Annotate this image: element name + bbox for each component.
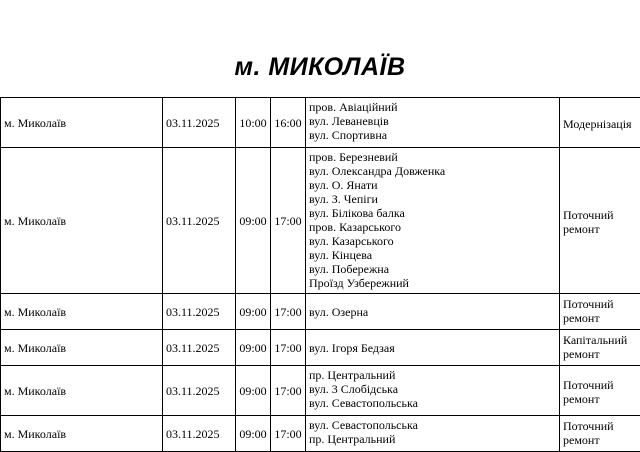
end-time-cell: 16:00	[271, 98, 306, 148]
street-name: пр. Центральний	[309, 368, 396, 382]
date-cell: 03.11.2025	[163, 148, 236, 294]
table-row	[1, 98, 640, 148]
work-type-cell: Поточний ремонт	[560, 416, 640, 452]
street-name: Проїзд Узбережний	[309, 276, 409, 290]
street-name: вул. Білікова балка	[309, 206, 405, 220]
end-time-cell: 17:00	[271, 330, 306, 366]
table-row	[1, 416, 640, 452]
work-type-cell: Поточний ремонт	[560, 148, 640, 294]
table-row	[1, 330, 640, 366]
street-name: вул. О. Янати	[309, 178, 378, 192]
start-time-cell: 10:00	[236, 98, 271, 148]
work-type-cell: Поточний ремонт	[560, 366, 640, 416]
street-name: вул. Севастопольська	[309, 418, 418, 432]
street-name: пров. Березневий	[309, 150, 398, 164]
page-title: м. МИКОЛАЇВ	[234, 53, 406, 81]
street-name: вул. Леваневців	[309, 114, 389, 128]
street-name: пров. Казарського	[309, 220, 401, 234]
end-time-cell: 17:00	[271, 416, 306, 452]
table-row	[1, 294, 640, 330]
street-name: вул. Ігоря Бедзая	[309, 340, 395, 355]
outage-schedule-table	[0, 97, 640, 452]
streets-cell	[306, 148, 560, 294]
work-type-cell: Капітальний ремонт	[560, 330, 640, 366]
date-cell: 03.11.2025	[163, 330, 236, 366]
date-cell: 03.11.2025	[163, 416, 236, 452]
end-time-cell: 17:00	[271, 148, 306, 294]
start-time-cell: 09:00	[236, 148, 271, 294]
end-time-cell: 17:00	[271, 294, 306, 330]
street-name: вул. Севастопольська	[309, 396, 418, 410]
street-name: пров. Авіаційний	[309, 100, 398, 114]
street-name: вул. Спортивна	[309, 128, 388, 142]
table-row	[1, 148, 640, 294]
street-name: вул. Олександра Довженка	[309, 164, 446, 178]
start-time-cell: 09:00	[236, 330, 271, 366]
street-name: вул. Кінцева	[309, 248, 373, 262]
city-cell: м. Миколаїв	[1, 330, 163, 366]
start-time-cell: 09:00	[236, 294, 271, 330]
streets-cell	[306, 366, 560, 416]
work-type-cell: Модернізація	[560, 98, 640, 148]
city-cell: м. Миколаїв	[1, 366, 163, 416]
street-name: пр. Центральний	[309, 432, 396, 446]
work-type-cell: Поточний ремонт	[560, 294, 640, 330]
city-cell: м. Миколаїв	[1, 294, 163, 330]
street-name: вул. Побережна	[309, 262, 390, 276]
streets-cell	[306, 416, 560, 452]
street-name: вул. З. Чепіги	[309, 192, 378, 206]
streets-cell	[306, 330, 560, 366]
date-cell: 03.11.2025	[163, 98, 236, 148]
city-cell: м. Миколаїв	[1, 98, 163, 148]
date-cell: 03.11.2025	[163, 294, 236, 330]
street-name: вул. Казарського	[309, 234, 394, 248]
end-time-cell: 17:00	[271, 366, 306, 416]
street-name: вул. 3 Слобідська	[309, 382, 399, 396]
table-row	[1, 366, 640, 416]
start-time-cell: 09:00	[236, 366, 271, 416]
city-cell: м. Миколаїв	[1, 416, 163, 452]
date-cell: 03.11.2025	[163, 366, 236, 416]
streets-cell	[306, 98, 560, 148]
city-cell: м. Миколаїв	[1, 148, 163, 294]
streets-cell	[306, 294, 560, 330]
street-name: вул. Озерна	[309, 304, 369, 319]
start-time-cell: 09:00	[236, 416, 271, 452]
